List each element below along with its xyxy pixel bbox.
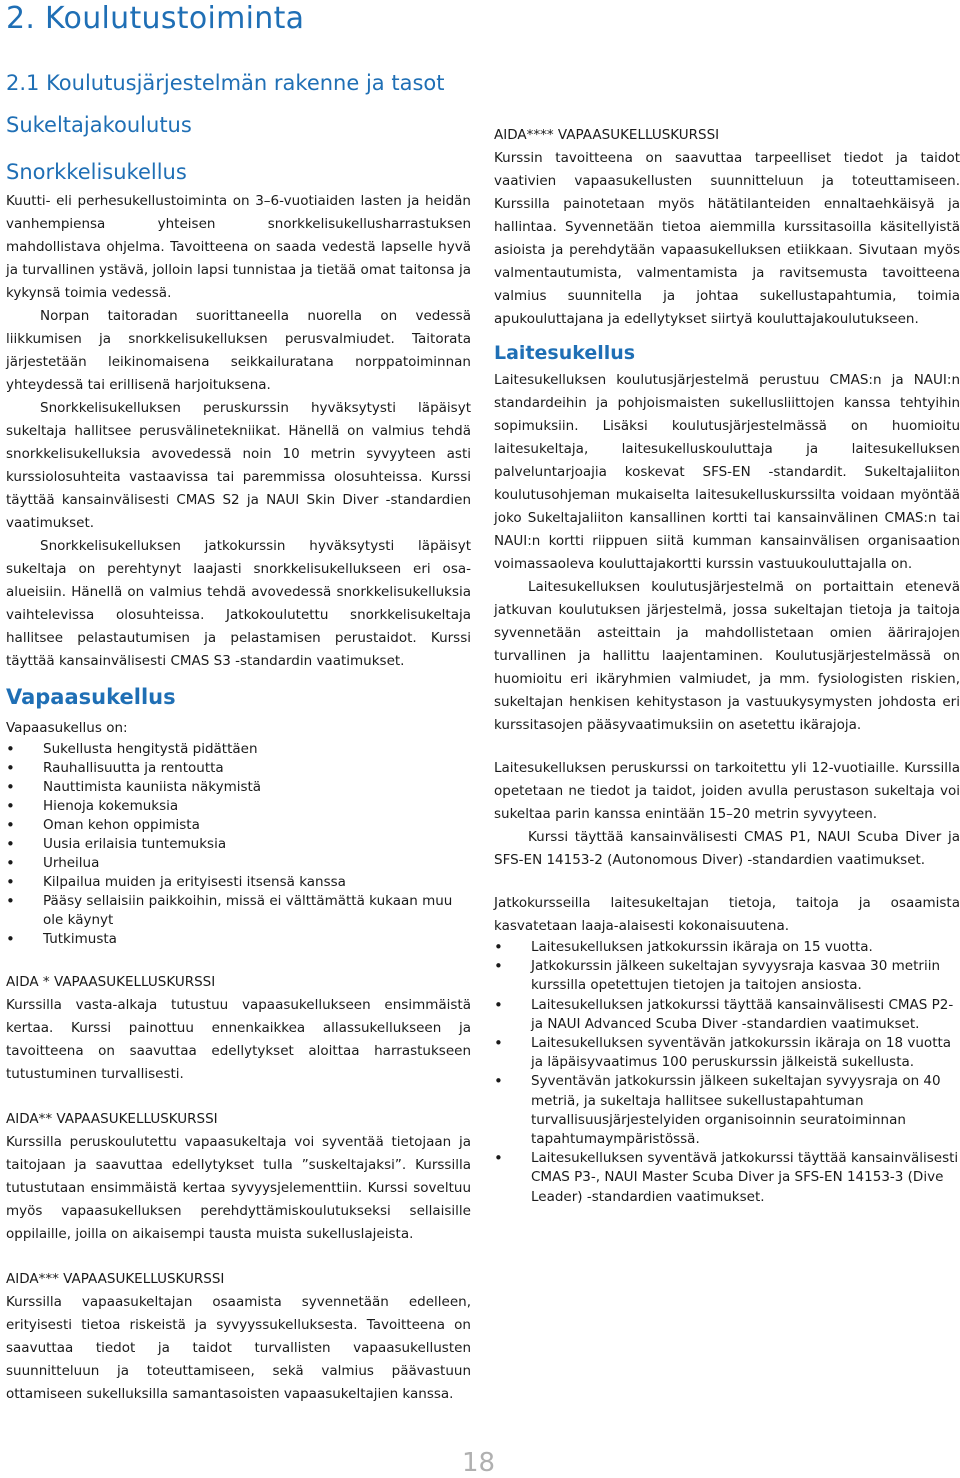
list-item: • Urheilua xyxy=(6,854,471,873)
list-item: • Sukellusta hengitystä pidättäen xyxy=(6,740,471,759)
list-item: • Laitesukelluksen syventävä jatkokurssi täyttää kansainvälisesti CMAS P3-, NAUI Master Scuba Diver ja SFS-EN 14153-3 (Dive Leader) -standardien vaatimukset. xyxy=(494,1149,960,1207)
aida3-text: Kurssilla vapaasukeltajan osaamista syvennetään edelleen, erityisesti tietoa riskeistä ja syvyyssukelluksesta. Tavoitteena on saavuttaa tiedot ja taidot turvallisten vapaasukellusten suunnitteluun ja toteuttamiseen, sekä valmius päävastuun ottamiseen sukelluksilla samantasoisten vapaasukeltajien kanssa. xyxy=(6,1294,471,1402)
vapaa-list xyxy=(6,740,471,949)
aida1-title: AIDA * VAPAASUKELLUSKURSSI xyxy=(6,974,216,990)
list-item: • Hienoja kokemuksia xyxy=(6,797,471,816)
list-item: • Tutkimusta xyxy=(6,930,471,949)
list-item: • Pääsy sellaisiin paikkoihin, missä ei välttämättä kukaan muu ole käynyt xyxy=(6,892,471,930)
chapter-title: 2. Koulutustoiminta xyxy=(6,1,305,36)
section-title: 2.1 Koulutusjärjestelmän rakenne ja tasot xyxy=(6,71,445,95)
snorkkeli-title: Snorkkelisukellus xyxy=(6,160,187,184)
vapaa-title: Vapaasukellus xyxy=(6,685,176,709)
laite-paragraph: Jatkokursseilla laitesukeltajan tietoja, taitoja ja osaamista kasvatetaan laaja-alaisesti kokonaisuutena. xyxy=(494,895,960,934)
aida1-text: Kurssilla vasta-alkaja tutustuu vapaasukellukseen ensimmäistä kertaa. Kurssi painottuu ennenkaikkea allassukellukseen ja tavoitteena on saavuttaa edellytykset aloittaa harrastukseen tutustuminen turvallisesti. xyxy=(6,997,471,1082)
laite-list xyxy=(494,938,960,1207)
laite-paragraph: Laitesukelluksen koulutusjärjestelmä perustuu CMAS:n ja NAUI:n standardeihin ja pohjoismaisten sukellusliittojen kanssa tehtyihin sopimuksiin. Lisäksi koulutusjärjestelmässä on huomioitu laitesukeltaja, laitesukelluskouluttaja ja laitesukelluksen palveluntarjoajia koskevat SFS-EN -standardit. Sukeltajaliiton koulutusohjeman mukaiselta laitesukelluskurssilta voidaan myöntää joko Sukeltajaliiton kansallinen kortti tai kansainvälinen CMAS:n tai NAUI:n kortti riippuen siitä kumman kansainvälisen organisaation voimassaoleva kouluttajakortti kurssin vastuukouluttajalla on. xyxy=(494,372,960,572)
laite-paragraph: Laitesukelluksen peruskurssi on tarkoitettu yli 12-vuotiaille. Kurssilla opetetaan ne tiedot ja taidot, joiden avulla perustason sukeltaja voi sukeltaa parin kanssa enintään 15–20 metrin syvyyteen. xyxy=(494,760,960,822)
snorkkeli-paragraph: Snorkkelisukelluksen peruskurssin hyväksytysti läpäisyt sukeltaja hallitsee perusvälinetekniikat. Hänellä on valmius tehdä snorkkelisukelluksia avovedessä noin 10 metrin syvyyteen asti kurssiolosuhteita vastaavissa tai paremmissa olosuhteissa. Kurssi täyttää kansainvälisesti CMAS S2 ja NAUI Skin Diver -standardien vaatimukset. xyxy=(6,400,471,531)
left-column xyxy=(6,0,471,1406)
list-item: • Jatkokurssin jälkeen sukeltajan syvyysraja kasvaa 30 metriin kurssilla opetettujen tietojen ja taitojen ansiosta. xyxy=(494,957,960,995)
list-item: • Oman kehon oppimista xyxy=(6,816,471,835)
list-item: • Laitesukelluksen jatkokurssin ikäraja on 15 vuotta. xyxy=(494,938,960,957)
list-item: • Laitesukelluksen jatkokurssi täyttää kansainvälisesti CMAS P2- ja NAUI Advanced Scuba Diver -standardien vaatimukset. xyxy=(494,996,960,1034)
snorkkeli-paragraph: Kuutti- eli perhesukellustoiminta on 3–6-vuotiaiden lasten ja heidän vanhempiensa yhteisen snorkkelisukellusharrastuksen mahdollistava ohjelma. Tavoitteena on saada vedestä lapselle hyvä ja turvallinen ystävä, jolloin lapsi tunnistaa ja tietää omat taitonsa ja kykynsä toimia vedessä. xyxy=(6,193,471,301)
aida2-title: AIDA** VAPAASUKELLUSKURSSI xyxy=(6,1111,218,1127)
laite-paragraph: Kurssi täyttää kansainvälisesti CMAS P1, NAUI Scuba Diver ja SFS-EN 14153-2 (Autonomous Diver) -standardien vaatimukset. xyxy=(494,829,960,868)
aida2-text: Kurssilla peruskoulutettu vapaasukeltaja voi syventää tietojaan ja taitojaan ja saavuttaa edellytykset tulla ”suskeltajaksi”. Kurssilla tutustutaan ensimmäistä kertaa syvyysjelementtiin. Kurssi soveltuu myös vapaasukelluksen perehdyttämiskoulutukseksi sellaisille oppilaille, joilla on aikaisempi tausta muista sukelluslajeista. xyxy=(6,1134,471,1242)
laite-paragraph: Laitesukelluksen koulutusjärjestelmä on portaittain etenevä jatkuvan koulutuksen järjestelmä, jossa sukeltajan tietoja ja taitoja syvennetään asteittain ja mahdollistetaan omien äärirajojen turvallinen ja hallittu laajentaminen. Koulutusjärjestelmässä on huomioitu eri ikäryhmien valmiudet, ja mm. fysiologisten riskien, sukeltajan henkisen kehitystason ja vastuukysymysten johdosta eri kurssitasojen pääsyvaatimuksiin on asetettu ikärajoja. xyxy=(494,579,960,733)
aida4-title: AIDA**** VAPAASUKELLUSKURSSI xyxy=(494,127,720,143)
page-number: 18 xyxy=(462,1448,496,1478)
aida4-text: Kurssin tavoitteena on saavuttaa tarpeelliset tiedot ja taidot vaativien vapaasukellusten suunnitteluun ja toteuttamiseen. Kurssilla painotetaan myös hätätilanteiden ennaltaehkäisyä ja hallintaa. Syvennetään tietoa aiemmilla kurssitasoilla käsitellyistä asioista ja perehdytään vapaasukelluksen etiikkaan. Sivutaan myös valmentautumista, valmentamista ja ravitsemusta tavoitteena valmius suunnitella ja johtaa sukellustapahtumia, toimia apukouluttajana ja edellytykset siirtyä kouluttajakoulutukseen. xyxy=(494,150,960,327)
list-item: • Nauttimista kauniista näkymistä xyxy=(6,778,471,797)
list-item: • Laitesukelluksen syventävän jatkokurssin ikäraja on 18 vuotta ja läpäisyvaatimus 100 peruskurssin jälkeistä sukellusta. xyxy=(494,1034,960,1072)
list-item: • Uusia erilaisia tuntemuksia xyxy=(6,835,471,854)
vapaa-intro: Vapaasukellus on: xyxy=(6,720,128,736)
laite-title: Laitesukellus xyxy=(494,342,636,364)
right-column-content xyxy=(494,124,960,1207)
snorkkeli-paragraph: Snorkkelisukelluksen jatkokurssin hyväksytysti läpäisyt sukeltaja on perehtynyt laajasti snorkkelisukellukseen eri osa-alueisiin. Hänellä on valmius tehdä avovedessä snorkkelisukelluksia vaihtelevissa olosuhteissa. Jatkokoulutettu snorkkelisukeltaja hallitsee pelastautumisen ja pelastamisen perustaidot. Kurssi täyttää kansainvälisesti CMAS S3 -standardin vaatimukset. xyxy=(6,538,471,669)
aida3-title: AIDA*** VAPAASUKELLUSKURSSI xyxy=(6,1271,225,1287)
list-item: • Syventävän jatkokurssin jälkeen sukeltajan syvyysraja on 40 metriä, ja sukeltaja hallitsee sukellustapahtuman turvallisuusjärjestelyiden organisoinnin seuratoiminnan tapahtumaympäristössä. xyxy=(494,1072,960,1149)
list-item: • Kilpailua muiden ja erityisesti itsensä kanssa xyxy=(6,873,471,892)
snorkkeli-paragraph: Norpan taitoradan suorittaneella nuorella on vedessä liikkumisen ja snorkkelisukelluksen perusvalmiudet. Taitorata järjestetään leikinomaisena seikkailuratana norppatoiminnan yhteydessä tai erillisenä harjoituksena. xyxy=(6,308,471,393)
list-item: • Rauhallisuutta ja rentoutta xyxy=(6,759,471,778)
sukeltajakoulutus-title: Sukeltajakoulutus xyxy=(6,113,192,137)
